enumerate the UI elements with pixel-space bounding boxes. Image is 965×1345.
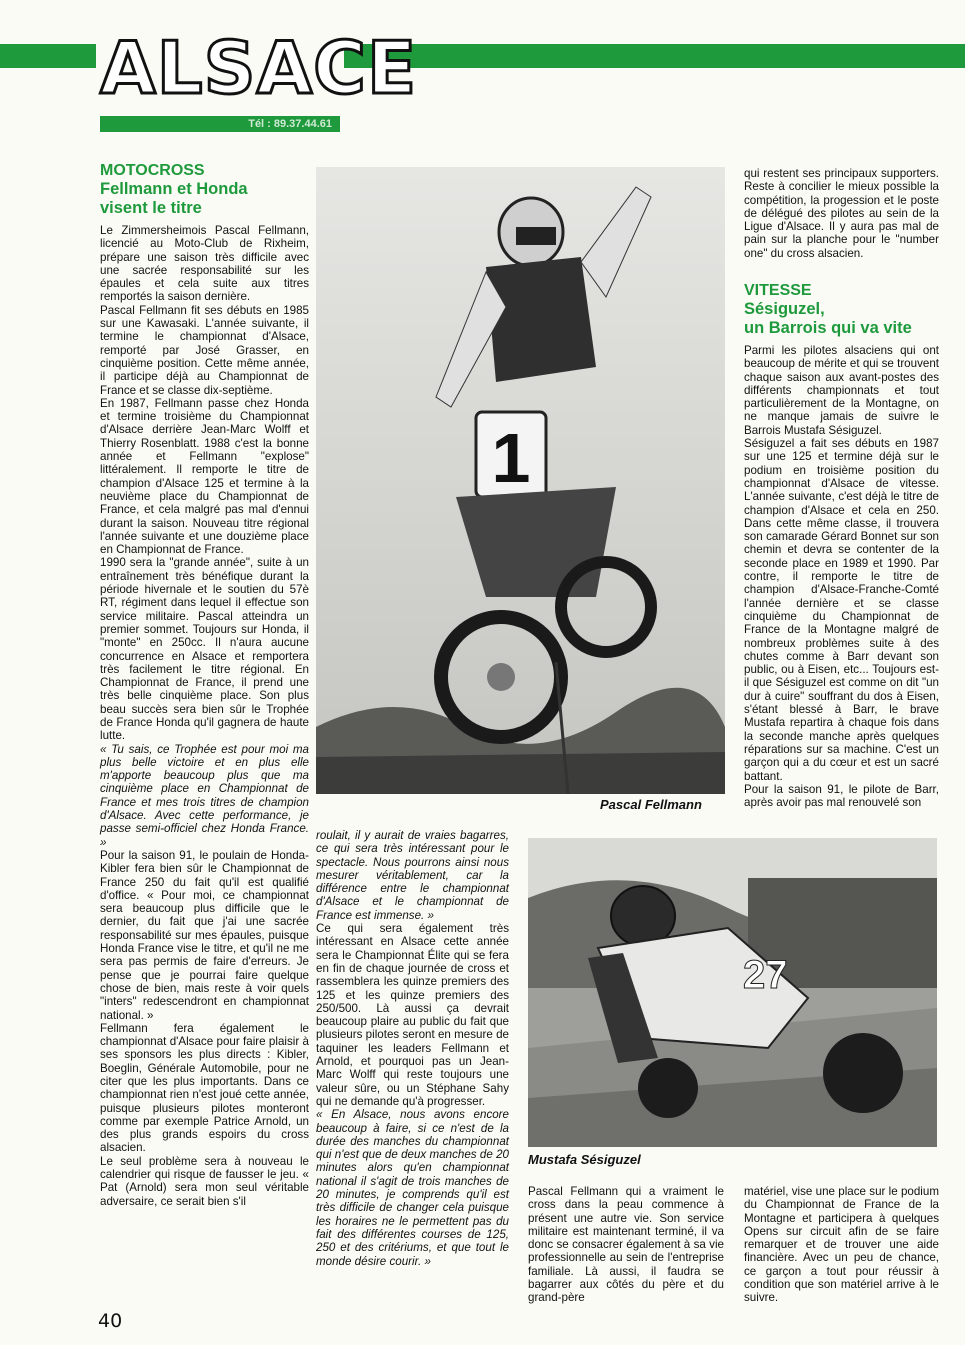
article1-column3 (744, 167, 939, 260)
article1-heading (100, 161, 300, 218)
number-plate: 1 (491, 419, 531, 497)
article1-column2 (316, 829, 509, 1268)
paragraph: matériel, vise une place sur le podium du Championnat de France de la Montagne et participera à quelques Opens sur circuit afin de se faire remarquer et de trouver une aide financière. Avec un peu de chance, ce garçon a tout pour réussir à condition que son matériel arrive à le suivre. (744, 1185, 939, 1305)
article2-bottom-column (744, 1185, 939, 1305)
phone-bar: Tél : 89.37.44.61 (100, 116, 340, 132)
article2-title-line2: un Barrois qui va vite (744, 319, 912, 337)
paragraph: Pascal Fellmann qui a vraiment le cross dans la peau commence à présent une autre vie. Son service militaire est maintenant terminé, il va donc se consacrer également à sa vie professionnelle au sein de l'entreprise familiale. Là aussi, il faudra se bagarrer aux côtés du père et du grand-père (528, 1185, 724, 1305)
road-racer-image (528, 838, 937, 1147)
paragraph: Le Zimmersheimois Pascal Fellmann, licencié au Moto-Club de Rixheim, prépare une saison très difficile avec une sacrée responsabilité sur les épaules et cela suite aux titres remportés la saison dernière. (100, 224, 309, 304)
paragraph: Parmi les pilotes alsaciens qui ont beaucoup de mérite et qui se trouvent chaque saison aux avant-postes des différents championnats et tout particulièrement de la Montagne, on ne manque jamais de suivre le Barrois Mustafa Sésiguzel. (744, 344, 939, 437)
paragraph: qui restent ses principaux supporters. Reste à concilier le mieux possible la compétition, la progession et le poste de délégué des pilotes au sein de la Ligue d'Alsace. Il y aura pas mal de pain sur la planche pour le "number one" du cross alsacien. (744, 167, 939, 260)
paragraph: Pour la saison 91, le poulain de Honda-Kibler fera bien sûr le Championnat de France 250 du fait qu'il est qualifié d'office. « Pour moi, ce championnat sera beaucoup plus difficile que le dernier, du fait que j'ai une sacrée responsabilité sur mes épaules, puisque Honda France vise le titre, et qu'il ne me sera pas permis de faire d'erreurs. Je pense que je pourrai faire quelque chose de bien, mais reste à voir quels "inters" redescendront en championnat national. » (100, 848, 309, 1022)
paragraph: Fellmann fera également le championnat d'Alsace pour faire plaisir à ses sponsors les plus directs : Kibler, Boeglin, Générale Automobile, pour ne citer que les plus importants. Dans ce championnat rien n'est joué cette année, puisque plusieurs pilotes monteront comme par exemple Patrice Arnold, un des plus grands espoirs du cross alsacien. (100, 1021, 309, 1155)
quote-paragraph: roulait, il y aurait de vraies bagarres, ce qui sera très intéressant pour le spectacle. Nous pourrons ainsi nous mesurer véritablement, car la différence entre le championnat d'Alsace et le championnat de France est immense. » (316, 829, 509, 922)
paragraph: Pour la saison 91, le pilote de Barr, après avoir pas mal renouvelé son (744, 782, 939, 810)
paragraph: Ce qui sera également très intéressant en Alsace cette année sera le Championnat Élite qui se fera en fin de chaque journée de cross et rassemblera les quinze premiers des 125 et les quinze premiers des 250/500. Là aussi ça devrait beaucoup plaire au public du fait que plusieurs pilotes seront en mesure de taquiner les leaders Fellmann et Arnold, et pourquoi pas un Jean-Marc Wolff qui reste toujours une valeur sûre, ou un Stéphane Sahy qui ne demande qu'à progresser. (316, 922, 509, 1108)
road-racing-photo (528, 838, 937, 1147)
quote-paragraph: « Tu sais, ce Trophée est pour moi ma plus belle victoire et en plus elle m'apporte beaucoup plus que ma cinquième place en Championnat de France et mes trois titres de champion d'Alsace. Avec cette performance, je passe semi-officiel chez Honda France. » (100, 742, 309, 849)
article1-bottom-column (528, 1185, 724, 1305)
motocross-caption: Pascal Fellmann (600, 797, 702, 812)
article1-title-line1: Fellmann et Honda (100, 180, 248, 198)
page-number: 40 (98, 1310, 123, 1332)
quote-paragraph: « En Alsace, nous avons encore beaucoup à faire, si ce n'est de la durée des manches du championnat qui n'est que de deux manches de 20 minutes alors qu'en championnat national il s'agit de trois manches de 20 minutes, je comprends qu'il est très difficile de changer cela puisque les horaires ne le permettent pas du fait des différentes courses de 125, 250 et des critériums, et que tout le monde désire courir. » (316, 1108, 509, 1268)
paragraph: Pascal Fellmann fit ses débuts en 1985 sur une Kawasaki. L'année suivante, il termine le championnat d'Alsace, remporté par José Grasser, en cinquième position. Cette même année, il participe déjà au Championnat de France et se classe dix-septième. (100, 303, 309, 397)
motocross-rider-image (316, 167, 725, 794)
article2-heading (744, 281, 944, 338)
paragraph: Le seul problème sera à nouveau le calendrier qui risque de fausser le jeu. « Pat (Arnold) sera mon seul véritable adversaire, ce serait bien s'il (100, 1154, 309, 1208)
race-number: 27 (743, 953, 788, 997)
road-racing-caption: Mustafa Sésiguzel (528, 1152, 641, 1167)
article1-kicker: MOTOCROSS (100, 162, 205, 179)
paragraph: Sésiguzel a fait ses débuts en 1987 sur une 125 et termine déjà sur le podium en troisième position du championnat d'Alsace de vitesse. L'année suivante, c'est déjà le titre de champion d'Alsace et cela en 250. Dans cette même classe, il trouvera son camarade Gérard Bonnet sur son chemin et devra se contenter de la seconde place en 1989 et 1990. Par contre, il remporte le titre de champion d'Alsace-Franche-Comté l'année dernière et se classe cinquième du Championnat de France de la Montagne malgré de nombreux problèmes suite à des chutes comme à Barr devant son public, ou à Eisen, etc... Toujours est-il que Sésiguzel est comme on dit "un dur à cuire" souffrant du dos à Eisen, s'étant blessé à Barr, le brave Mustafa repartira à chaque fois dans la seconde manche après quelques réparations sur sa machine. C'est un garçon qui a du cœur et est un sacré battant. (744, 437, 939, 783)
article2-title-line1: Sésiguzel, (744, 300, 825, 318)
section-title: ALSACE (100, 26, 418, 110)
motocross-photo (316, 167, 725, 794)
article1-title-line2: visent le titre (100, 199, 202, 217)
article2-column3 (744, 344, 939, 809)
paragraph: En 1987, Fellmann passe chez Honda et termine troisième du Championnat d'Alsace derrière Jean-Marc Wolff et Thierry Rosenblatt. 1988 c'est la bonne année et Fellmann "explose" littéralement. Il remporte le titre de champion d'Alsace 125 et termine à la neuvième place du Championnat de France, et cela malgré pas mal d'ennui durant la saison. Nouveau titre régional l'année suivante et une douzième place en Championnat de France. (100, 396, 309, 557)
article1-column1 (100, 224, 309, 1208)
paragraph: 1990 sera la "grande année", suite à un entraînement très bénéfique durant la période hivernale et le soutien du 57è RT, régiment dans lequel il effectue son service militaire. Pascal atteindra un premier sommet. Toujours sur Honda, il "monte" en 250cc. Il n'aura aucune concurrence en Alsace et remportera très facilement le titre régional. En Championnat de France, il prend une très belle cinquième place. Son plus beau succès sera bien sûr le Trophée de France Honda qu'il gagnera de haute lutte. (100, 556, 309, 743)
article2-kicker: VITESSE (744, 282, 812, 299)
